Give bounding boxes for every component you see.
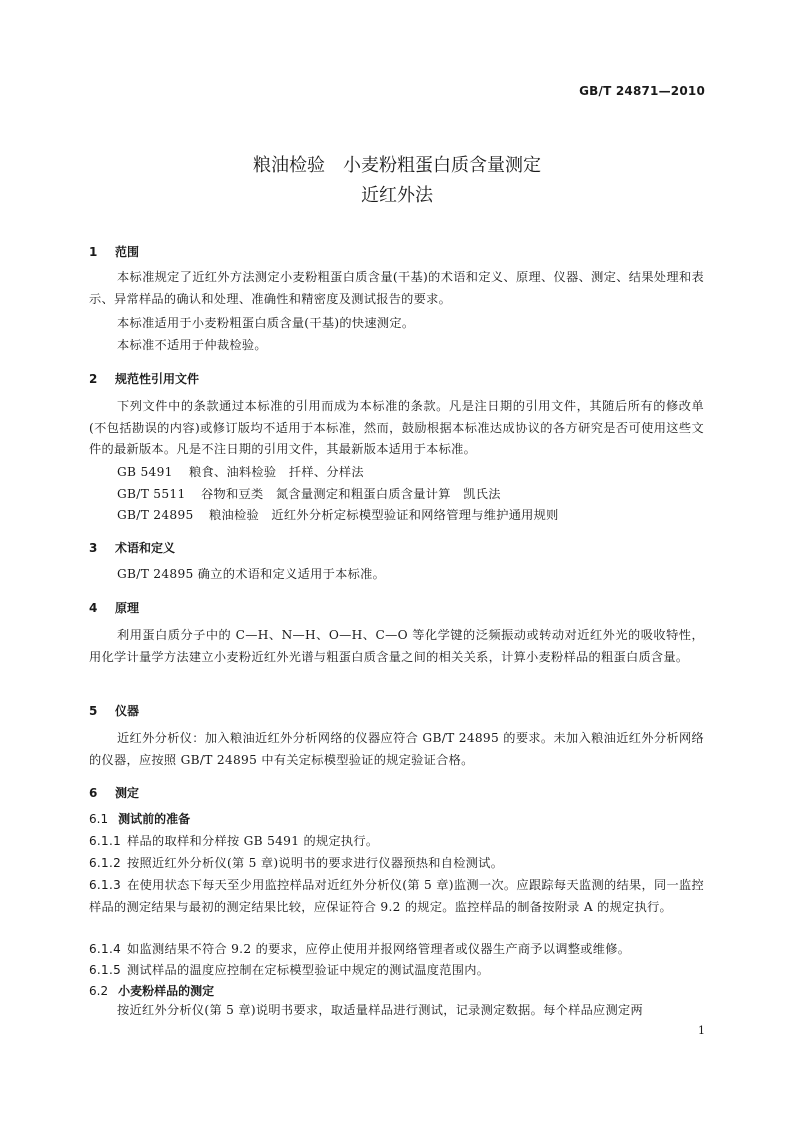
section-1-heading: 1 范围 [89,245,140,259]
clause-6-1-4: 6.1.4 如监测结果不符合 9.2 的要求，应停止使用并报网络管理者或仪器生产商予以调整或维修。 [89,942,631,956]
clause-6-1-1: 6.1.1 样品的取样和分样按 GB 5491 的规定执行。 [89,834,379,848]
section-1-paragraph-2: 本标准适用于小麦粉粗蛋白质含量(干基)的快速测定。 [117,316,415,330]
section-1-paragraph-3: 本标准不适用于仲裁检验。 [117,338,267,352]
section-4-paragraph-1: 利用蛋白质分子中的 C—H、N—H、O—H、C—O 等化学键的泛频振动或转动对近红外光的吸收特性，用化学计量学方法建立小麦粉近红外光谱与粗蛋白质含量之间的相关关系，计算小麦粉样品的粗蛋白质含量。 [89,628,704,664]
title-line-2: 近红外法 [361,185,433,206]
reference-item: GB 5491 粮食、油料检验 扦样、分样法 [117,465,364,479]
subsection-6-1-heading: 6.1 测试前的准备 [89,812,191,826]
section-2-heading: 2 规范性引用文件 [89,372,200,386]
clause-6-1-3: 6.1.3 在使用状态下每天至少用监控样品对近红外分析仪(第 5 章)监测一次。应跟踪每天监测的结果，同一监控样品的测定结果与最初的测定结果比较，应保证符合 9.2 的规定。监控样品的制备按附录 A 的规定执行。 [89,878,704,914]
title-line-1: 粮油检验 小麦粉粗蛋白质含量测定 [253,155,541,176]
reference-item: GB/T 24895 粮油检验 近红外分析定标模型验证和网络管理与维护通用规则 [117,508,559,522]
section-3-heading: 3 术语和定义 [89,541,176,555]
reference-item: GB/T 5511 谷物和豆类 氮含量测定和粗蛋白质含量计算 凯氏法 [117,487,501,501]
section-1-paragraph-1: 本标准规定了近红外方法测定小麦粉粗蛋白质含量(干基)的术语和定义、原理、仪器、测定、结果处理和表示、异常样品的确认和处理、准确性和精密度及测试报告的要求。 [89,270,704,306]
clause-6-1-2: 6.1.2 按照近红外分析仪(第 5 章)说明书的要求进行仪器预热和自检测试。 [89,856,504,870]
section-4-heading: 4 原理 [89,601,140,615]
page-number: 1 [698,1024,705,1037]
section-2-paragraph-1: 下列文件中的条款通过本标准的引用而成为本标准的条款。凡是注日期的引用文件，其随后所有的修改单(不包括勘误的内容)或修订版均不适用于本标准，然而，鼓励根据本标准达成协议的各方研究是否可使用这些文件的最新版本。凡是不注日期的引用文件，其最新版本适用于本标准。 [89,399,704,456]
section-5-paragraph-1: 近红外分析仪：加入粮油近红外分析网络的仪器应符合 GB/T 24895 的要求。未加入粮油近红外分析网络的仪器，应按照 GB/T 24895 中有关定标模型验证的规定验证合格。 [89,731,704,767]
section-6-heading: 6 测定 [89,786,140,800]
section-5-heading: 5 仪器 [89,704,140,718]
clause-6-1-5: 6.1.5 测试样品的温度应控制在定标模型验证中规定的测试温度范围内。 [89,963,490,977]
standard-code: GB/T 24871—2010 [579,84,705,98]
subsection-6-2-heading: 6.2 小麦粉样品的测定 [89,984,215,998]
section-3-paragraph-1: GB/T 24895 确立的术语和定义适用于本标准。 [117,567,386,581]
subsection-6-2-paragraph: 按近红外分析仪(第 5 章)说明书要求，取适量样品进行测试，记录测定数据。每个样品应测定两 [117,1003,644,1017]
document-title [0,151,794,211]
